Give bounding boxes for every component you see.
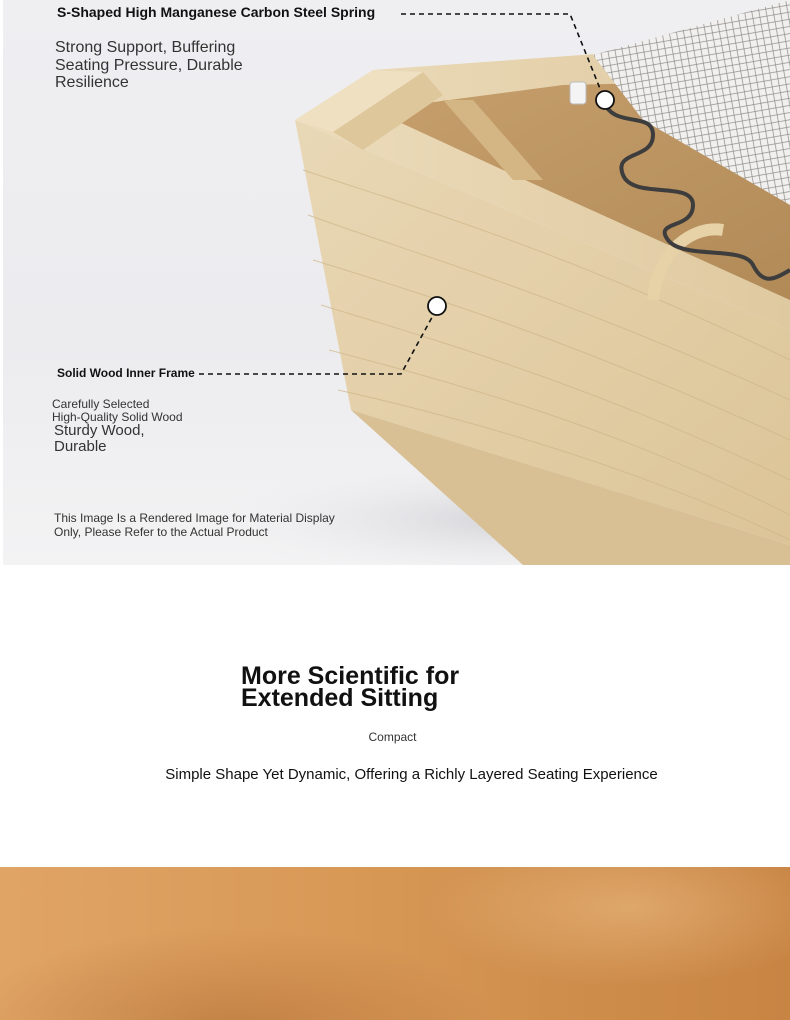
disclaimer-line: Only, Please Refer to the Actual Product [54, 525, 268, 539]
leather-product-photo [0, 867, 790, 1020]
section-tagline: Simple Shape Yet Dynamic, Offering a Richly Layered Seating Experience [165, 766, 658, 783]
frame-callout-line: Durable [54, 438, 107, 455]
frame-callout-highlight [54, 423, 145, 455]
leather-highlight [420, 867, 790, 987]
frame-callout-text [52, 398, 183, 423]
spring-callout-line: Seating Pressure, Durable [55, 56, 243, 74]
frame-callout-line: Carefully Selected [52, 397, 150, 411]
section-tag: Compact [368, 730, 417, 744]
product-render [3, 0, 790, 565]
render-disclaimer [54, 511, 335, 539]
disclaimer-line: This Image Is a Rendered Image for Material Display [54, 511, 335, 525]
section-title [241, 662, 460, 712]
leather-shadow [0, 927, 500, 1020]
spring-callout-line: Resilience [55, 74, 129, 91]
spring-callout-text [55, 39, 243, 92]
frame-callout-title: Solid Wood Inner Frame [57, 366, 195, 380]
frame-callout-line: High-Quality Solid Wood [52, 409, 183, 424]
section-title-line: More Scientific for [241, 662, 460, 690]
spring-callout-title: S-Shaped High Manganese Carbon Steel Spring [57, 4, 376, 20]
spring-callout-line: Strong Support, Buffering [55, 39, 236, 56]
frame-callout-line: Sturdy Wood, [54, 422, 145, 439]
section-title-line: Extended Sitting [241, 684, 439, 712]
